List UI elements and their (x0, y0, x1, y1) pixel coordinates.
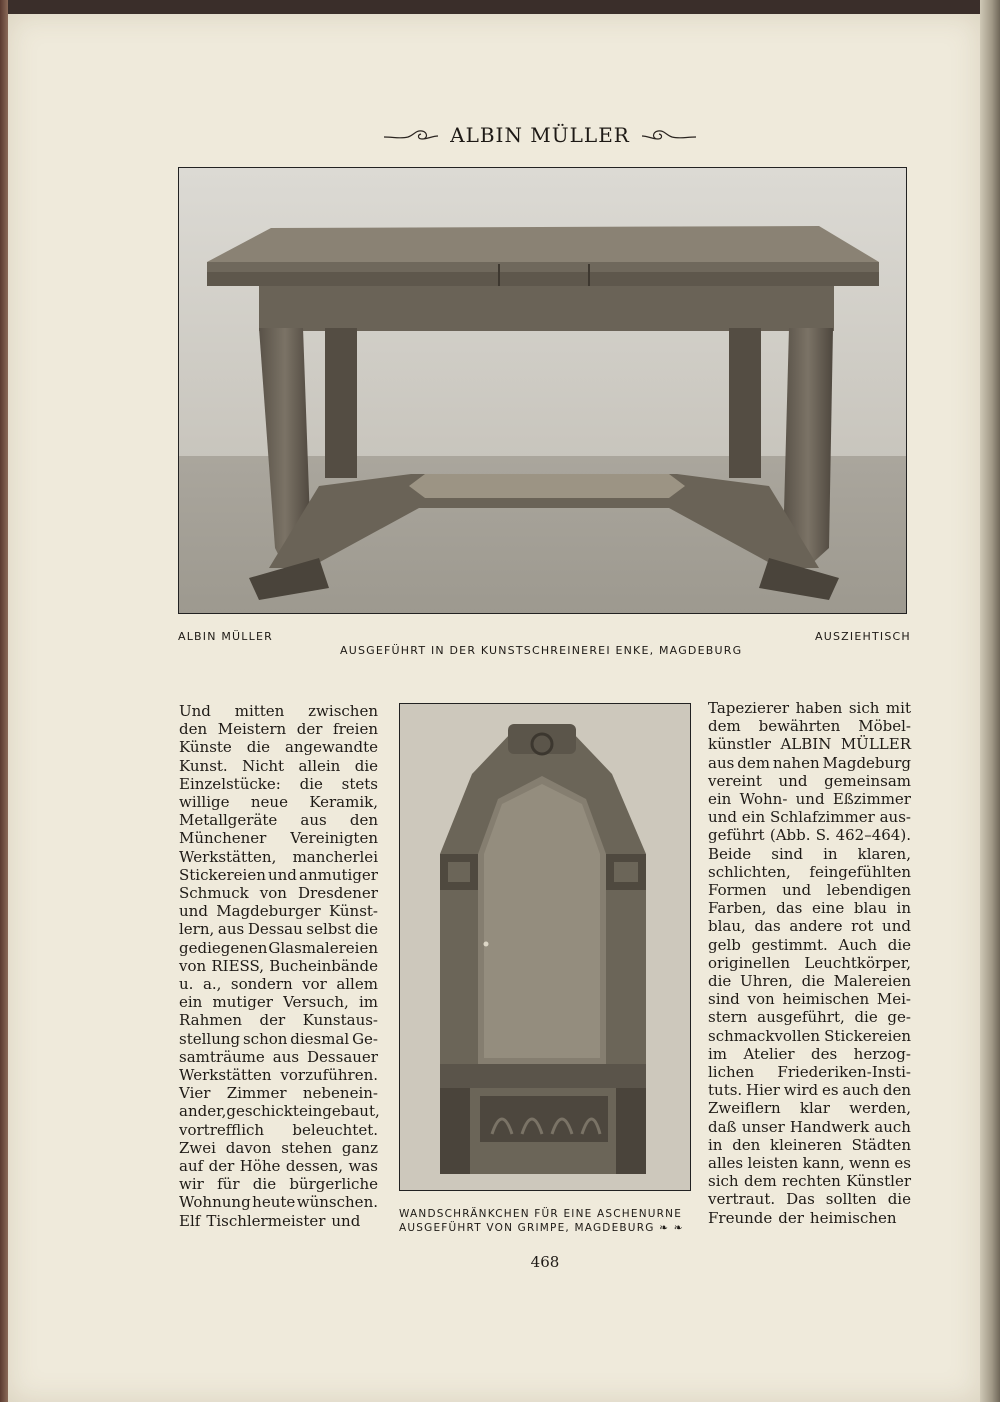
word: Dessau (247, 920, 303, 939)
word: das (776, 899, 803, 918)
word: Künst- (329, 902, 378, 921)
word: ein (708, 790, 732, 809)
word: Das (786, 1190, 815, 1209)
book-spine-edge (0, 0, 8, 1402)
text-line (708, 808, 911, 826)
text-line (179, 1193, 378, 1211)
text-line (179, 1139, 378, 1157)
word: die (246, 738, 271, 757)
word: Wohnung (179, 1193, 251, 1212)
word: Versuch, (283, 993, 349, 1012)
word: die (801, 972, 825, 991)
word: gestimmt. (751, 935, 828, 954)
word: leisten (747, 1154, 799, 1173)
word: selbst (306, 920, 352, 939)
word: auch (874, 1117, 911, 1136)
word: aus- (879, 808, 911, 827)
word: und (882, 917, 911, 936)
word: Stickereien (824, 1026, 911, 1045)
word: freien (333, 720, 378, 739)
word: werden, (849, 1099, 911, 1118)
word: willige (179, 793, 230, 812)
word: MÜLLER (840, 735, 911, 754)
word: ganz (341, 1138, 378, 1157)
word: Malereien (833, 972, 911, 991)
word: der (296, 720, 323, 739)
word: tuts. (708, 1081, 743, 1100)
text-line (708, 735, 911, 753)
text-line (708, 936, 911, 954)
figure1-caption-author: ALBIN MÜLLER (178, 630, 273, 643)
word: a., (202, 975, 222, 994)
word: Nicht (242, 756, 285, 775)
word: wird (783, 1081, 819, 1100)
word: rot (851, 917, 874, 936)
word: die (354, 920, 378, 939)
word: Münchener (179, 829, 267, 848)
word: 462–464). (835, 826, 911, 845)
word: Handwerk (789, 1117, 870, 1136)
page-number: 468 (530, 1253, 560, 1271)
word: unser (741, 1117, 785, 1136)
text-line (179, 848, 378, 866)
word: lern, (179, 920, 215, 939)
word: die (252, 1175, 277, 1194)
text-line (179, 993, 378, 1011)
left-scroll-ornament-icon (382, 127, 440, 143)
word: Zwei (179, 1138, 216, 1157)
word: Städten (851, 1135, 911, 1154)
header-title: ALBIN MÜLLER (450, 123, 630, 147)
word: mutiger (212, 993, 273, 1012)
word: Farben, (708, 899, 767, 918)
word: das (754, 917, 781, 936)
word: neue (250, 793, 288, 812)
word: kleineren (770, 1135, 842, 1154)
text-line (179, 866, 378, 884)
word: es (894, 1154, 911, 1173)
text-line (179, 1121, 378, 1139)
word: sondern (230, 975, 293, 994)
wall-cabinet-illustration (400, 704, 691, 1191)
word: der (778, 1208, 804, 1227)
word: Tischlermeister (206, 1211, 326, 1230)
text-line (179, 1102, 378, 1120)
text-line (179, 1157, 378, 1175)
word: mitten (234, 702, 285, 720)
right-text-column (708, 699, 911, 1227)
text-line (179, 884, 378, 902)
word: die (354, 756, 378, 775)
text-line (708, 899, 911, 917)
word: Kunst. (179, 756, 228, 775)
word: stets (341, 774, 378, 793)
word: die (887, 935, 911, 954)
extending-table-illustration (179, 168, 907, 614)
text-line (708, 772, 911, 790)
text-line (708, 1118, 911, 1136)
text-line (708, 990, 911, 1008)
word: Stickereien (179, 865, 266, 884)
text-line (708, 1045, 911, 1063)
word: Glasmalereien (268, 938, 378, 957)
word: ALBIN (780, 735, 832, 754)
word: Schlafzimmer (769, 808, 875, 827)
word: anmutiger (299, 865, 378, 884)
word: mancherlei (292, 847, 378, 866)
word: künstler (708, 735, 771, 754)
word: aus (217, 920, 245, 939)
text-line (708, 1154, 911, 1172)
text-line (708, 790, 911, 808)
word: gemeinsam (824, 771, 911, 790)
word: schlichten, (708, 862, 791, 881)
word: Hier (746, 1081, 780, 1100)
text-line (708, 881, 911, 899)
word: ein (179, 993, 203, 1012)
word: und (778, 771, 808, 790)
word: S. (815, 826, 831, 845)
word: auf (179, 1157, 204, 1176)
word: sind (708, 990, 740, 1009)
text-line (708, 845, 911, 863)
text-line (179, 1175, 378, 1193)
word: den (179, 720, 208, 739)
text-line (179, 1048, 378, 1066)
word: in (823, 844, 838, 863)
text-line (708, 1008, 911, 1026)
word: dessen, (285, 1157, 344, 1176)
word: von (179, 956, 207, 975)
text-line (708, 754, 911, 772)
word: heimischen (809, 1208, 897, 1227)
word: Auch (838, 935, 878, 954)
word: eingebaut, (298, 1102, 380, 1121)
text-line (708, 917, 911, 935)
word: vor (302, 975, 327, 994)
text-line (179, 920, 378, 938)
figure1-caption-maker: AUSGEFÜHRT IN DER KUNSTSCHREINEREI ENKE, MAGDEBURG (340, 644, 743, 657)
word: Uhren, (740, 972, 793, 991)
word: vereint (708, 771, 762, 790)
word: Werkstätten, (179, 847, 277, 866)
word: Elf (179, 1211, 201, 1230)
text-line (179, 1011, 378, 1029)
word: schon (242, 1029, 288, 1048)
word: Höhe (239, 1157, 281, 1176)
text-line (708, 954, 911, 972)
word: originellen (708, 953, 791, 972)
word: geschickt (226, 1102, 299, 1121)
word: ge- (887, 1008, 911, 1027)
word: stern (708, 1008, 748, 1027)
word: aus (708, 753, 735, 772)
word: Kunstaus- (302, 1011, 378, 1030)
word: sich (708, 1172, 739, 1191)
word: RIESS, (211, 956, 265, 975)
word: der (208, 1157, 235, 1176)
word: des (811, 1044, 838, 1063)
word: Atelier (743, 1044, 795, 1063)
word: sollten (825, 1190, 877, 1209)
word: und (179, 902, 208, 921)
word: u. (179, 975, 194, 994)
word: samträume (179, 1047, 265, 1066)
word: alles (708, 1154, 744, 1173)
running-header (380, 120, 700, 150)
figure2-caption-maker: AUSGEFÜHRT VON GRIMPE, MAGDEBURG (399, 1222, 655, 1234)
word: in (896, 899, 911, 918)
word: Vier (179, 1084, 211, 1103)
word: den (349, 811, 378, 830)
text-line (708, 972, 911, 990)
text-line (708, 1063, 911, 1081)
word: feingefühlten (809, 862, 911, 881)
word: gelb (708, 935, 741, 954)
word: wir (179, 1175, 204, 1194)
word: klaren, (857, 844, 911, 863)
page-stack-edge (980, 0, 1000, 1402)
word: Rahmen (179, 1011, 243, 1030)
text-line (179, 811, 378, 829)
word: vorzuführen. (280, 1066, 378, 1085)
word: diesmal (290, 1029, 350, 1048)
word: angewandte (284, 738, 378, 757)
text-line (708, 1136, 911, 1154)
word: Meistern (217, 720, 287, 739)
text-line (179, 775, 378, 793)
word: Keramik, (309, 793, 378, 812)
text-line (708, 1099, 911, 1117)
word: sich (848, 699, 880, 717)
word: Schmuck (179, 884, 249, 903)
text-line (708, 1027, 911, 1045)
word: bürgerliche (289, 1175, 378, 1194)
word: in (708, 1135, 723, 1154)
word: aus (300, 811, 327, 830)
word: Eßzimmer (832, 790, 911, 809)
word: Einzelstücke: (179, 774, 281, 793)
text-line (179, 902, 378, 920)
word: rechten (782, 1172, 841, 1191)
word: Formen (708, 881, 767, 900)
word: den (732, 1135, 761, 1154)
word: andere (789, 917, 843, 936)
word: schmackvollen (708, 1026, 821, 1045)
word: im (358, 993, 378, 1012)
word: wenn (849, 1154, 891, 1173)
text-line (179, 702, 378, 720)
text-line (708, 1209, 911, 1227)
text-line (708, 826, 911, 844)
word: es (821, 1081, 839, 1100)
text-line (179, 757, 378, 775)
word: und (267, 865, 297, 884)
word: Magdeburger (216, 902, 321, 921)
word: Freunde (708, 1208, 773, 1227)
figure2-caption-line1: WANDSCHRÄNKCHEN FÜR EINE ASCHENURNE (399, 1208, 683, 1220)
text-line (179, 939, 378, 957)
word: für (217, 1175, 240, 1194)
word: vortrefflich (179, 1120, 265, 1139)
word: daß (708, 1117, 737, 1136)
word: blau (853, 899, 887, 918)
text-line (708, 1190, 911, 1208)
text-line (708, 1172, 911, 1190)
word: dem (737, 753, 770, 772)
word: Leuchtkörper, (804, 953, 911, 972)
word: lichen (708, 1063, 755, 1082)
word: die (708, 972, 732, 991)
word: heimischen (782, 990, 870, 1009)
figure2-caption-line2 (399, 1222, 684, 1234)
text-line (179, 1066, 378, 1084)
word: Künste (179, 738, 232, 757)
word: Zweiflern (708, 1099, 781, 1118)
word: auch (842, 1081, 880, 1100)
word: wünschen. (296, 1193, 378, 1212)
word: Ge- (352, 1029, 378, 1048)
word: klar (799, 1099, 830, 1118)
word: Zimmer (226, 1084, 287, 1103)
word: Werkstätten (179, 1066, 272, 1085)
word: Bucheinbände (269, 956, 378, 975)
word: und (782, 881, 812, 900)
word: und (331, 1211, 361, 1230)
word: aus (272, 1047, 300, 1066)
word: (Abb. (769, 826, 811, 845)
left-text-column (179, 702, 378, 1230)
word: die (887, 1190, 911, 1209)
text-line (179, 1084, 378, 1102)
word: Tapezierer (708, 699, 790, 717)
word: den (882, 1081, 911, 1100)
word: kann, (802, 1154, 845, 1173)
text-line (179, 738, 378, 756)
word: von (259, 884, 287, 903)
text-line (708, 699, 911, 717)
word: was (348, 1157, 378, 1176)
text-line (179, 1030, 378, 1048)
word: Friederiken-Insti- (777, 1063, 911, 1082)
word: Und (179, 702, 211, 720)
word: allein (298, 756, 341, 775)
word: Beide (708, 844, 752, 863)
word: haben (795, 699, 843, 717)
word: Künstler (846, 1172, 911, 1191)
text-line (708, 1081, 911, 1099)
extending-table-photo (178, 167, 907, 614)
word: stehen (281, 1138, 333, 1157)
word: ander, (179, 1102, 227, 1121)
text-line (708, 717, 911, 735)
word: Dresdener (298, 884, 378, 903)
text-line (708, 863, 911, 881)
word: dem (743, 1172, 777, 1191)
word: blau, (708, 917, 746, 936)
word: heute (252, 1193, 296, 1212)
word: vertraut. (708, 1190, 776, 1209)
word: dem (708, 717, 741, 736)
word: und (795, 790, 825, 809)
word: ein (741, 808, 766, 827)
word: lebendigen (826, 881, 911, 900)
word: stellung (179, 1029, 241, 1048)
word: ausgeführt, (757, 1008, 845, 1027)
word: beleuchtet. (292, 1120, 378, 1139)
word: nebenein- (302, 1084, 378, 1103)
leaf-ornament-icon: ❧ ❧ (659, 1222, 684, 1234)
text-line (179, 1212, 378, 1230)
word: herzog- (853, 1044, 911, 1063)
word: nahen (772, 753, 820, 772)
right-scroll-ornament-icon (640, 127, 698, 143)
word: zwischen (308, 702, 378, 720)
text-line (179, 793, 378, 811)
word: geführt (708, 826, 765, 845)
text-line (179, 957, 378, 975)
word: die (854, 1008, 878, 1027)
word: im (708, 1044, 728, 1063)
word: gediegenen (179, 938, 268, 957)
word: Magdeburg (822, 753, 911, 772)
word: Metallgeräte (179, 811, 278, 830)
wall-cabinet-photo (399, 703, 691, 1191)
word: und (708, 808, 737, 827)
word: Dessauer (307, 1047, 378, 1066)
word: davon (225, 1138, 272, 1157)
word: bewährten (758, 717, 841, 736)
text-line (179, 720, 378, 738)
word: mit (885, 699, 911, 717)
word: Mei- (876, 990, 911, 1009)
figure1-caption-title: AUSZIEHTISCH (815, 630, 911, 643)
word: der (259, 1011, 286, 1030)
word: Möbel- (858, 717, 911, 736)
word: eine (811, 899, 845, 918)
text-line (179, 975, 378, 993)
text-line (179, 829, 378, 847)
word: sind (771, 844, 804, 863)
word: Wohn- (739, 790, 788, 809)
word: die (299, 774, 323, 793)
word: Vereinigten (290, 829, 378, 848)
word: allem (336, 975, 378, 994)
word: von (747, 990, 775, 1009)
